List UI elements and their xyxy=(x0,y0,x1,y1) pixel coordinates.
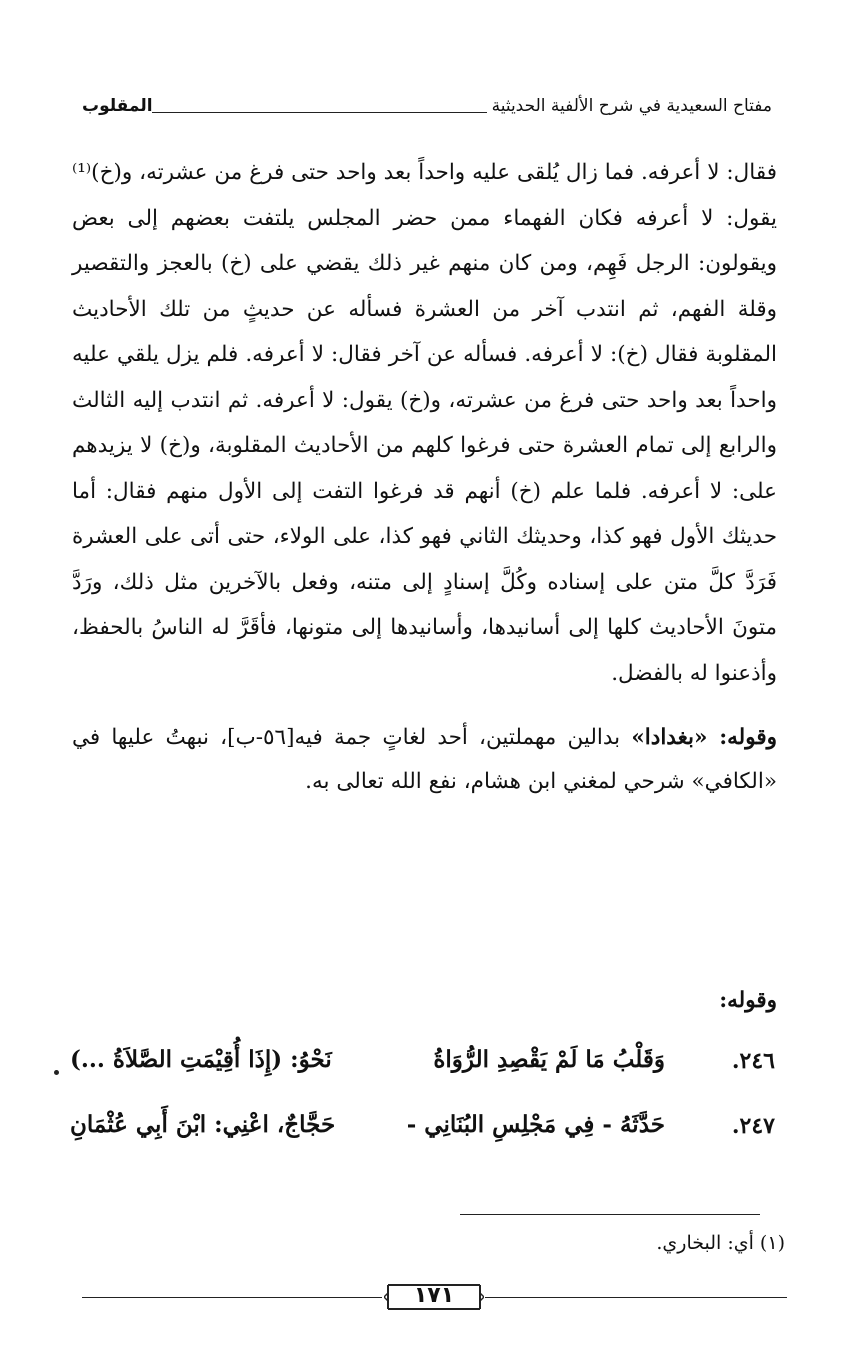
verse-second-hemistich: نَحْوُ: (إِذَا أُقِيْمَتِ الصَّلاَةُ ...) xyxy=(70,1046,332,1073)
footnote-rule xyxy=(460,1214,760,1215)
verse-first-hemistich: حَدَّثَهُ - فِي مَجْلِسِ البُنَانِي - xyxy=(406,1111,665,1138)
margin-dot-mark xyxy=(54,1070,59,1075)
paragraph-2 xyxy=(72,716,777,804)
paragraph-2-rest: بدالين مهملتين، أحد لغاتٍ جمة فيه[٥٦-ب]، نبهتُ عليها في «الكافي» شرحي لمغني ابن هشام، نفع الله تعالى به. xyxy=(72,725,777,794)
bottom-rule-left xyxy=(82,1297,382,1298)
body-text xyxy=(72,150,777,804)
verse-247 xyxy=(70,1107,775,1151)
paragraph-1: فقال: لا أعرفه. فما زال يُلقى عليه واحداً بعد واحد حتى فرغ من عشرته، و(خ)⁽¹⁾ يقول: لا أعرفه فكان الفهماء ممن حضر المجلس يلتفت بعضهم إلى بعض ويقولون: الرجل فَهِم، ومن كان منهم غير ذلك يقضي على (خ) بالعجز والتقصير وقلة الفهم، ثم انتدب آخر من العشرة فسأله عن حديثٍ من تلك الأحاديث المقلوبة فقال (خ): لا أعرفه. فسأله عن آخر فقال: لا أعرفه. فلم يزل يلقي عليه واحداً بعد واحد حتى فرغ من عشرته، و(خ) يقول: لا أعرفه. ثم انتدب إليه الثالث والرابع إلى تمام العشرة حتى فرغوا كلهم من الأحاديث المقلوبة، و(خ) لا يزيدهم على: لا أعرفه. فلما علم (خ) أنهم قد فرغوا التفت إلى الأول منهم فقال: أما حديثك الأول فهو كذا، وحديثك الثاني فهو كذا، على الولاء، حتى أتى على العشرة فَرَدَّ كلَّ متن على إسناده وكُلَّ إسنادٍ إلى متنه، وفعل بالآخرين مثل ذلك، ورَدَّ متونَ الأحاديث كلها إلى أسانيدها، وأسانيدها إلى متونها، فأقَرَّ له الناسُ بالحفظ، وأذعنوا له بالفضل. xyxy=(72,160,777,686)
page-number: ١٧١ xyxy=(413,1283,455,1308)
verse-second-hemistich: حَجَّاجٌ، اعْنِي: ابْنَ أَبِي عُثْمَانِ xyxy=(70,1111,336,1138)
qawluhu-label: وقوله: xyxy=(719,988,777,1013)
verse-number: ٢٤٦. xyxy=(731,1048,775,1074)
footnote-1: (١) أي: البخاري. xyxy=(656,1232,785,1254)
header-section-title: المقلوب xyxy=(82,96,153,116)
bottom-rule-right xyxy=(485,1297,787,1298)
verse-number: ٢٤٧. xyxy=(731,1113,775,1139)
paragraph-2-lead: وقوله: «بغدادا» xyxy=(631,725,778,750)
header-book-title: مفتاح السعيدية في شرح الألفية الحديثية xyxy=(491,96,772,116)
verse-246 xyxy=(70,1042,775,1086)
page-number-frame xyxy=(384,1281,484,1313)
verse-first-hemistich: وَقَلْبُ مَا لَمْ يَقْصِدِ الرُّوَاةُ xyxy=(433,1046,665,1073)
running-header xyxy=(82,92,772,132)
header-rule xyxy=(152,112,487,113)
